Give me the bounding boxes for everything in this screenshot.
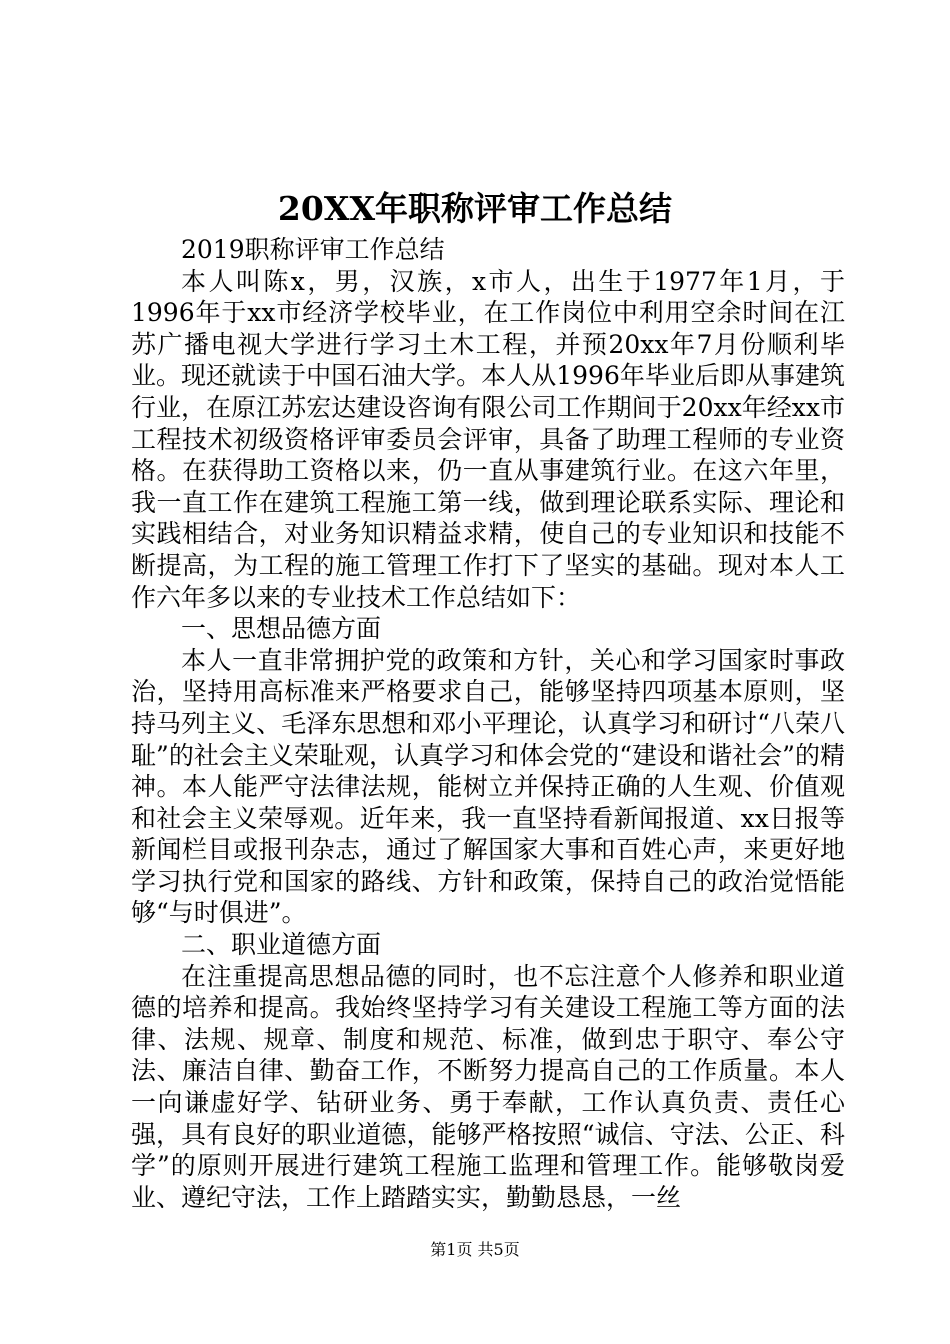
section-heading: 一、思想品德方面 (181, 614, 382, 644)
intro-paragraph: 本人叫陈x，男，汉族，x市人，出生于1977年1月，于1996年于xx市经济学校毕业，在工作岗位中利用空余时间在江苏广播电视大学进行学习土木工程，并预20xx年7月份顺利毕业。现还就读于中国石油大学。本人从1996年毕业后即从事建筑行业，在原江苏宏达建设咨询有限公司工作期间于20xx年经xx市工程技术初级资格评审委员会评审，具备了助理工程师的专业资格。在获得助工资格以来，仍一直从事建筑行业。在这六年里，我一直工作在建筑工程施工第一线，做到理论联系实际、理论和实践相结合，对业务知识精益求精，使自己的专业知识和技能不断提高，为工程的施工管理工作打下了坚实的基础。现对本人工作六年多以来的专业技术工作总结如下： (131, 266, 845, 612)
body-paragraph: 本人一直非常拥护党的政策和方针，关心和学习国家时事政治，坚持用高标准来严格要求自己，能够坚持四项基本原则，坚持马列主义、毛泽东思想和邓小平理论，认真学习和研讨“八荣八耻”的社会主义荣耻观，认真学习和体会党的“建设和谐社会”的精神。本人能严守法律法规，能树立并保持正确的人生观、价值观和社会主义荣辱观。近年来，我一直坚持看新闻报道、xx日报等新闻栏目或报刊杂志，通过了解国家大事和百姓心声，来更好地学习执行党和国家的路线、方针和政策，保持自己的政治觉悟能够“与时俱进”。 (131, 645, 845, 928)
document-title: 20XX年职称评审工作总结 (277, 189, 673, 228)
page-number: 第1页 共5页 (430, 1240, 520, 1259)
subtitle-line: 2019职称评审工作总结 (181, 235, 445, 264)
document-body (131, 234, 845, 1213)
section-heading: 二、职业道德方面 (181, 930, 382, 960)
body-paragraph: 在注重提高思想品德的同时，也不忘注意个人修养和职业道德的培养和提高。我始终坚持学习有关建设工程施工等方面的法律、法规、规章、制度和规范、标准，做到忠于职守、奉公守法、廉洁自律、勤奋工作，不断努力提高自己的工作质量。本人一向谦虚好学、钻研业务、勇于奉献，工作认真负责、责任心强，具有良好的职业道德，能够严格按照“诚信、守法、公正、科学”的原则开展进行建筑工程施工监理和管理工作。能够敬岗爱业、遵纪守法，工作上踏踏实实，勤勤恳恳，一丝 (131, 961, 845, 1212)
